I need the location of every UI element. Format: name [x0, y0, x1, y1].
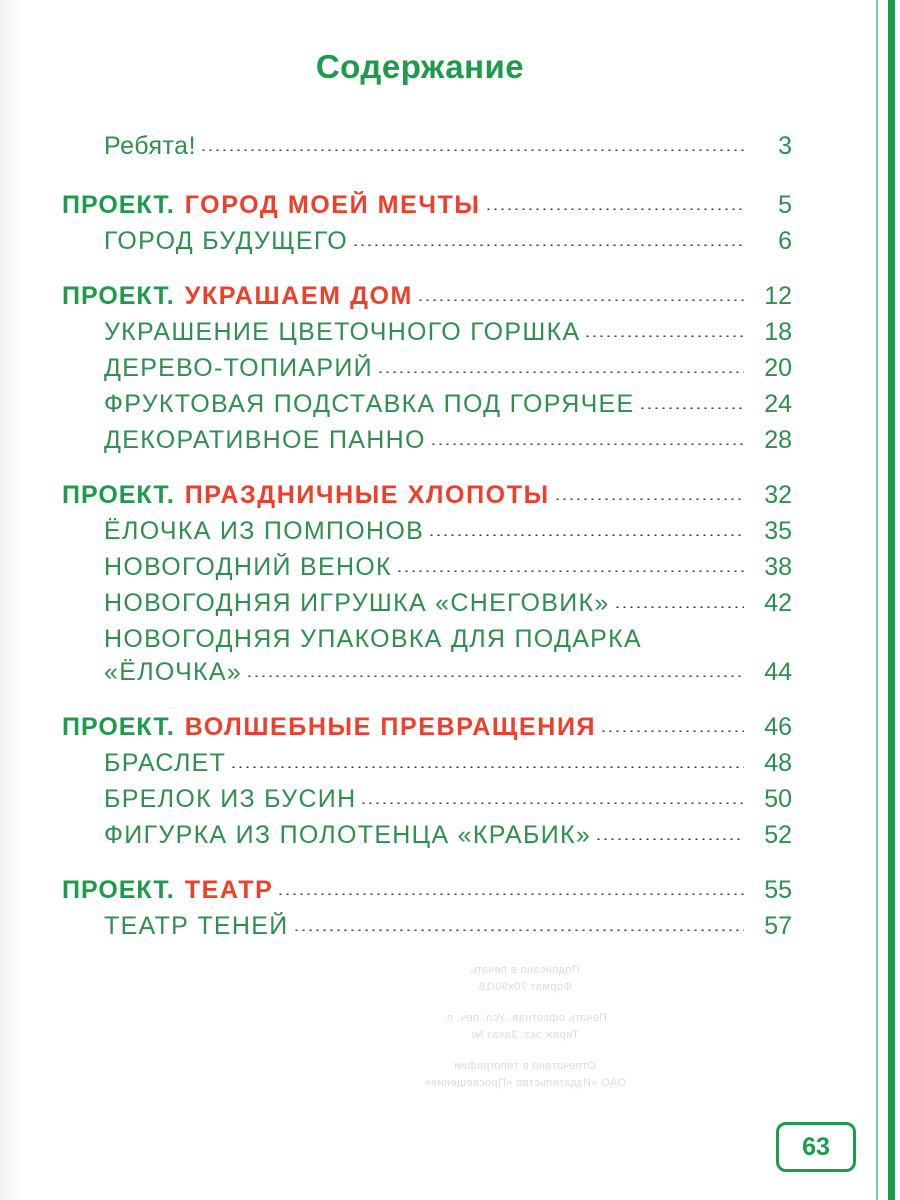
leader-dots [352, 236, 744, 246]
toc-entry-page: 57 [764, 912, 792, 940]
toc-entry-labels [104, 912, 289, 941]
leader-dots [417, 291, 744, 301]
leader-dots [230, 758, 744, 768]
toc-entry-page: 32 [764, 481, 792, 509]
leader-dots [200, 141, 744, 151]
toc-entry-labels [104, 318, 580, 347]
toc-entry-labels [62, 481, 550, 510]
toc-section-heading[interactable] [62, 481, 792, 510]
toc-entry-labels [104, 132, 196, 161]
toc-entry-page: 35 [764, 517, 792, 545]
toc-entry-labels [62, 191, 481, 220]
project-keyword: ПРОЕКТ. [62, 481, 175, 509]
leader-dots [584, 327, 744, 337]
toc-entry-labels [104, 749, 226, 778]
toc-entry-page: 44 [764, 658, 792, 686]
leader-dots [377, 363, 744, 373]
toc-entry-labels [104, 589, 610, 618]
project-name: ТЕАТР [184, 876, 274, 904]
toc-entry-label: НОВОГОДНИЙ ВЕНОК [104, 553, 392, 581]
toc-entry-labels [104, 390, 635, 419]
bleed-line-1: Подписано в печать [470, 964, 580, 976]
leader-dots [246, 667, 744, 677]
toc-entry-label: БРЕЛОК ИЗ БУСИН [104, 785, 357, 813]
toc-entry-label: ДЕРЕВО-ТОПИАРИЙ [104, 354, 373, 382]
toc-section-heading[interactable] [62, 876, 792, 905]
project-keyword: ПРОЕКТ. [62, 713, 175, 741]
toc-entry[interactable] [104, 785, 792, 814]
toc-entry-label: ФРУКТОВАЯ ПОДСТАВКА ПОД ГОРЯЧЕЕ [104, 390, 635, 418]
project-keyword: ПРОЕКТ. [62, 876, 175, 904]
toc-entry-labels [104, 553, 392, 582]
toc-entry-labels [104, 426, 426, 455]
bleed-through-text [380, 962, 670, 1106]
toc-entry-page: 12 [764, 282, 792, 310]
toc-entry-label: НОВОГОДНЯЯ УПАКОВКА ДЛЯ ПОДАРКА [104, 625, 642, 653]
toc-entry-page: 20 [764, 354, 792, 382]
leader-dots [277, 885, 744, 895]
leader-dots [485, 200, 745, 210]
toc-entry-label: ФИГУРКА ИЗ ПОЛОТЕНЦА «КРАБИК» [104, 821, 592, 849]
toc-entry[interactable] [104, 912, 792, 941]
toc-entry[interactable] [104, 318, 792, 347]
toc-entry-labels [104, 354, 373, 383]
edge-line-outer [888, 0, 895, 1200]
toc-entry[interactable] [104, 589, 792, 618]
toc-entry-intro[interactable] [104, 132, 792, 161]
toc-entry[interactable] [104, 821, 792, 850]
toc-entry-labels [104, 785, 356, 814]
toc-entry-page: 24 [764, 390, 792, 418]
toc-entry-page: 52 [764, 821, 792, 849]
leader-dots [595, 830, 744, 840]
toc-entry-label: НОВОГОДНЯЯ ИГРУШКА «СНЕГОВИК» [104, 589, 610, 617]
toc-section-heading[interactable] [62, 713, 792, 742]
leader-dots [430, 435, 744, 445]
leader-dots [396, 562, 744, 572]
toc-entry-label: Ребята! [104, 132, 197, 160]
toc-entry-labels [104, 227, 348, 256]
toc-entry[interactable] [104, 426, 792, 455]
toc-entry[interactable] [104, 390, 792, 419]
project-name: ГОРОД МОЕЙ МЕЧТЫ [184, 191, 481, 219]
project-name: УКРАШАЕМ ДОМ [184, 282, 413, 310]
toc-entry-labels [62, 713, 596, 742]
project-keyword: ПРОЕКТ. [62, 282, 175, 310]
toc-entry[interactable] [104, 625, 792, 654]
toc-entry-continuation[interactable] [104, 658, 792, 687]
toc-entry-label: УКРАШЕНИЕ ЦВЕТОЧНОГО ГОРШКА [104, 318, 581, 346]
toc-entry-label: БРАСЛЕТ [104, 749, 227, 777]
book-edge-band [860, 0, 900, 1200]
toc-entry[interactable] [104, 749, 792, 778]
toc-entry[interactable] [104, 227, 792, 256]
toc-entry-page: 46 [764, 713, 792, 741]
page-title: Содержание [315, 48, 525, 85]
toc-entry-label: ЁЛОЧКА ИЗ ПОМПОНОВ [104, 517, 425, 545]
toc-entry-labels [104, 625, 642, 654]
leader-dots [360, 794, 744, 804]
bleed-line-2: Формат 70х90/16 [478, 981, 572, 993]
toc-entry-page: 3 [778, 132, 792, 160]
leader-dots [428, 526, 744, 536]
toc-entry-labels [104, 821, 591, 850]
page-number-badge: 63 [776, 1122, 856, 1172]
toc-entry[interactable] [104, 354, 792, 383]
edge-line-inner [876, 0, 878, 1200]
toc-entry-page: 42 [764, 589, 792, 617]
toc-section-heading[interactable] [62, 282, 792, 311]
toc-entry[interactable] [104, 553, 792, 582]
leader-dots [614, 598, 744, 608]
bleed-line-3: Печать офсетная. Усл. печ. л. [443, 1012, 607, 1024]
toc-entry-page: 6 [778, 227, 792, 255]
toc-entry-label: ГОРОД БУДУЩЕГО [104, 227, 349, 255]
toc-entry-label-continued: «ЁЛОЧКА» [104, 658, 243, 686]
toc-entry-label: ТЕАТР ТЕНЕЙ [104, 912, 289, 940]
toc-entry-page: 48 [764, 749, 792, 777]
leader-dots [639, 399, 745, 409]
leader-dots [293, 921, 744, 931]
bleed-line-6: ОАО «Издательство «Просвещение» [424, 1077, 626, 1089]
toc-entry-labels [62, 282, 413, 311]
toc-entry-page: 55 [764, 876, 792, 904]
toc-entry-page: 38 [764, 553, 792, 581]
toc-list [62, 132, 792, 941]
toc-entry-page: 50 [764, 785, 792, 813]
project-name: ПРАЗДНИЧНЫЕ ХЛОПОТЫ [184, 481, 550, 509]
toc-entry-labels [104, 517, 424, 546]
toc-entry-labels [104, 658, 242, 687]
toc-entry-page: 5 [778, 191, 792, 219]
leader-dots [600, 722, 744, 732]
bleed-line-4: Тираж экз. Заказ № [471, 1029, 579, 1041]
leader-dots [554, 490, 744, 500]
toc-entry-label: ДЕКОРАТИВНОЕ ПАННО [104, 426, 426, 454]
toc-entry-page: 28 [764, 426, 792, 454]
toc-section-heading[interactable] [62, 191, 792, 220]
project-keyword: ПРОЕКТ. [62, 191, 175, 219]
toc-entry[interactable] [104, 517, 792, 546]
bleed-line-5: Отпечатано в типографии [453, 1060, 597, 1072]
toc-entry-page: 18 [764, 318, 792, 346]
toc-entry-labels [62, 876, 273, 905]
project-name: ВОЛШЕБНЫЕ ПРЕВРАЩЕНИЯ [184, 713, 597, 741]
